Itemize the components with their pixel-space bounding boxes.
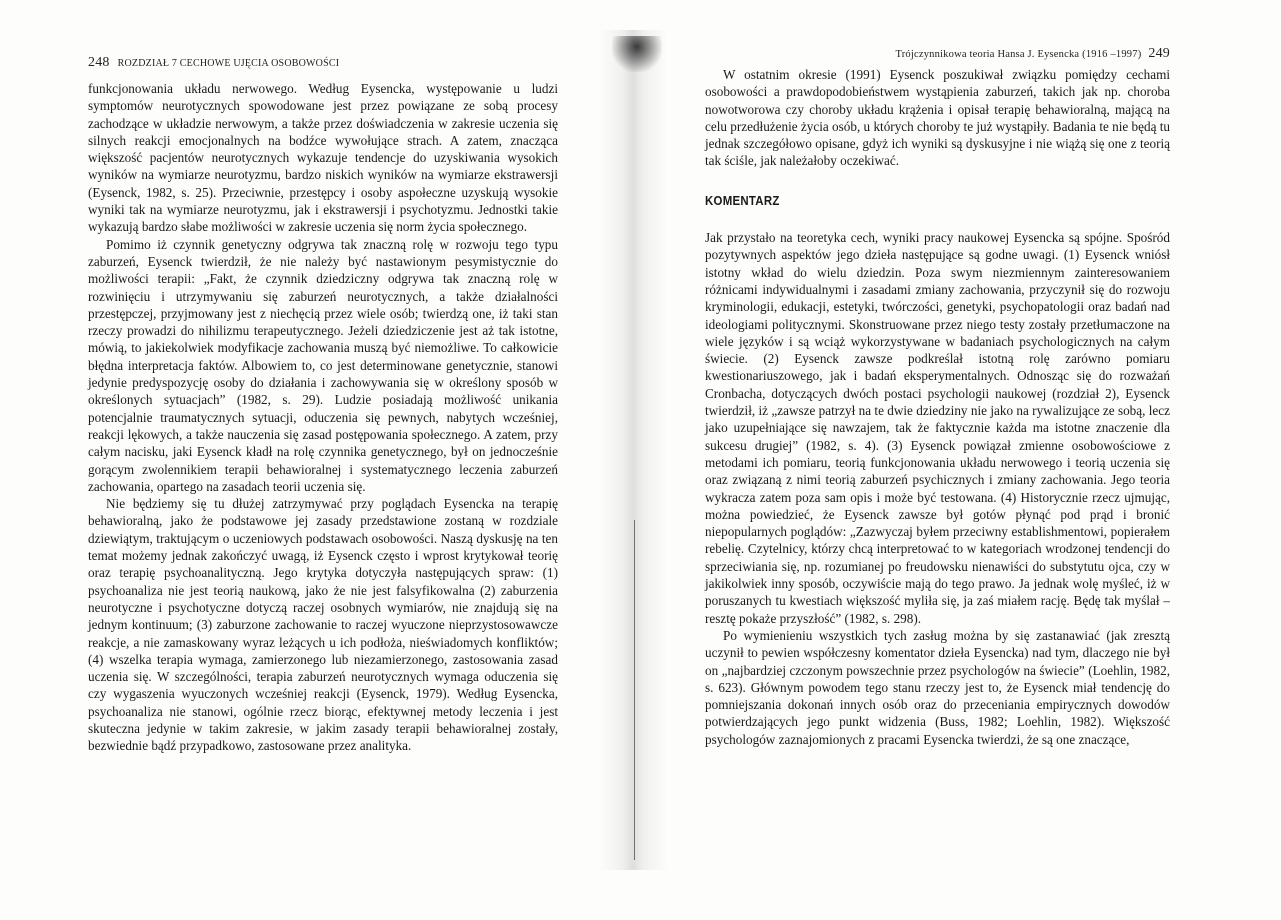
left-page-number: 248: [88, 55, 110, 70]
right-paragraph-1: Jak przystało na teoretyka cech, wyniki pracy naukowej Eysencka są spójne. Spośród pozytywnych aspektów jego dzieła następujące są godne uwagi. (1) Eysenck wniósł istotny wkład do wielu dziedzin. Poza swym niezmiennym zainteresowaniem różnicami indywidualnymi i zasadami zmiany zachowania, przyczynił się do rozwoju kryminologii, edukacji, estetyki, twórczości, genetyki, psychopatologii oraz badań nad ideologiami politycznymi. Skonstruowane przez niego testy zostały przetłumaczone na wiele języków i są wciąż wykorzystywane w badaniach psychologicznych na całym świecie. (2) Eysenck zawsze podkreślał istotną rolę zarówno pomiaru kwestionariuszowego, jak i badań eksperymentalnych. Odnosząc się do rozważań Cronbacha, dotyczących dwóch postaci psychologii naukowej (rozdział 2), Eysenck twierdził, iż „zawsze patrzył na te dwie dziedziny nie jako na rywalizujące ze sobą, lecz jako uzupełniające się nawzajem, tak że faktycznie każda ma istotne znaczenie dla sukcesu drugiej” (1982, s. 4). (3) Eysenck powiązał zmienne osobowościowe z metodami ich pomiaru, teorią funkcjonowania układu nerwowego i teorią uczenia się oraz związaną z nimi teorią zaburzeń psychicznych i zmiany zachowania. Jego teoria wykracza zatem poza sam opis i może być testowana. (4) Historycznie rzecz ujmując, można powiedzieć, że Eysenck zawsze był gotów płynąć pod prąd i bronić niepopularnych poglądów: „Zazwyczaj byłem przeciwny establishmentowi, popierałem rebelię. Czytelnicy, którzy chcą interpretować to w kategoriach wrodzonej tendencji do sprzeciwiania się, np. rozumianej po freudowsku nienawiści do substytutu ojca, czy w jakikolwiek inny sposób, oczywiście mają do tego prawo. Ja jednak wolę myśleć, iż w poruszanych tu kwestiach większość myliła się, ja zaś miałem rację. Będę tak myślał – resztę pokaże przyszłość” (1982, s. 298).: [705, 230, 1170, 626]
gutter-shadow-mark: [612, 36, 662, 72]
right-running-head-text: Trójczynnikowa teoria Hansa J. Eysencka (1916 –1997): [895, 49, 1142, 60]
right-intro-paragraph: W ostatnim okresie (1991) Eysenck poszukiwał związku pomiędzy cechami osobowości a prawdopodobieństwem wystąpienia zaburzeń, takich jak np. choroba nowotworowa czy choroby układu krążenia i opisał terapię behawioralną, mającą na celu przedłużenie życia osób, u których choroby te już wystąpiły. Badania te nie będą tu jednak szczegółowo opisane, gdyż ich wyniki są dyskusyjne i nie wiążą się one z teorią tak ściśle, jak należałoby oczekiwać.: [705, 67, 1170, 169]
right-body-text: [705, 66, 1170, 748]
left-paragraph-3: Nie będziemy się tu dłużej zatrzymywać przy poglądach Eysencka na terapię behawioralną, jako że podstawowe jej zasady przedstawione zostaną w rozdziale dziewiątym, traktującym o uczeniowych podstawach osobowości. Naszą dyskusję na ten temat możemy jednak zakończyć uwagą, iż Eysenck często i wprost krytykował teorię oraz terapię psychoanalityczną. Jego krytyka dotyczyła następujących spraw: (1) psychoanaliza nie jest teorią naukową, jako że nie jest falsyfikowalna (2) zaburzenia neurotyczne i psychotyczne dotyczą raczej osobnych wymiarów, nie znajdują się na jednym kontinuum; (3) zaburzone zachowanie to raczej wyuczone nieprzystosowawcze reakcje, a nie zamaskowany wyraz leżących u ich podłoża, nieświadomych konfliktów; (4) wszelka terapia wymaga, zamierzonego lub niezamierzonego, zastosowania zasad uczenia się. W szczególności, terapia zaburzeń neurotycznych wymaga oduczenia się czy wygaszenia wyuczonych wcześniej reakcji (Eysenck, 1979). Według Eysencka, psychoanaliza nie stanowi, ogólnie rzecz biorąc, efektywnej metody leczenia i jest skuteczna jedynie w takim zakresie, w jakim zasady terapii behawioralnej zostały, bezwiednie bądź przypadkowo, zastosowane przez analityka.: [88, 496, 558, 754]
left-paragraph-2: Pomimo iż czynnik genetyczny odgrywa tak znaczną rolę w rozwoju tego typu zaburzeń, Eysenck twierdził, że nie należy być nastawionym pesymistycznie do możliwości terapii: „Fakt, że czynnik dziedziczny odgrywa tak znaczną rolę w rozwinięciu i utrzymywaniu się zaburzeń neurotycznych, a także działalności przestępczej, przyjmowany jest z niechęcią przez wiele osób; twierdzą one, iż taki stan rzeczy prowadzi do nihilizmu terapeutycznego. Jeżeli dziedziczenie jest aż tak istotne, mówią, to jakiekolwiek modyfikacje zachowania muszą być niemożliwe. To całkowicie błędna interpretacja faktów. Albowiem to, co jest determinowane genetycznie, stanowi jedynie predyspozycję osoby do działania i zachowywania się w określony sposób w określonych sytuacjach” (1982, s. 29). Ludzie posiadają możliwość unikania potencjalnie traumatycznych sytuacji, oduczenia się pewnych, nabytych wcześniej, reakcji lękowych, a także nauczenia się zasad postępowania społecznego. A zatem, przy całym nacisku, jaki Eysenck kładł na rolę czynnika genetycznego, był on jednocześnie gorącym zwolennikiem terapii behawioralnej i systematycznego leczenia zaburzeń zachowania, opartego na zasadach teorii uczenia się.: [88, 236, 558, 494]
right-page: [705, 40, 1170, 748]
book-gutter: [598, 30, 668, 870]
right-page-number: 249: [1148, 46, 1170, 61]
section-heading-komentarz: KOMENTARZ: [705, 192, 780, 208]
left-body-text: [88, 80, 558, 755]
left-page: [88, 40, 558, 755]
right-paragraph-2: Po wymienieniu wszystkich tych zasług można by się zastanawiać (jak zresztą uczynił to pewien współczesny komentator dzieła Eysencka) nad tym, dlaczego nie był on „najbardziej czczonym powszechnie przez psychologów na świecie” (Loehlin, 1982, s. 623). Głównym powodem tego stanu rzeczy jest to, że Eysenck miał tendencję do pomniejszania dokonań innych osób oraz do przeceniania empirycznych dowodów potwierdzających jego punkt widzenia (Buss, 1982; Loehlin, 1982). Większość psychologów zaznajomionych z pracami Eysencka twierdzi, że są one znaczące,: [705, 627, 1170, 747]
left-running-head: [88, 55, 558, 81]
left-paragraph-1: funkcjonowania układu nerwowego. Według Eysencka, występowanie u ludzi symptomów neurotycznych spowodowane jest przez powiązane ze sobą procesy zachodzące w układzie nerwowym, a także przez doświadczenia w zakresie uczenia się silnych reakcji emocjonalnych na bodźce wywołujące strach. A zatem, znacząca większość pacjentów neurotycznych wykazuje tendencje do uzyskiwania wysokich wyników na wymiarze neurotyzmu, bardzo niskich wyników na wymiarze ekstrawersji (Eysenck, 1982, s. 25). Przeciwnie, przestępcy i osoby aspołeczne uzyskują wysokie wyniki tak na wymiarze neurotyzmu, jak i ekstrawersji i psychotyzmu. Jednostki takie wykazują bardzo słabe możliwości w zakresie uczenia się norm życia społecznego.: [88, 81, 558, 235]
left-running-head-text: ROZDZIAŁ 7 CECHOWE UJĘCIA OSOBOWOŚCI: [117, 58, 340, 69]
gutter-crease-line: [634, 520, 635, 860]
